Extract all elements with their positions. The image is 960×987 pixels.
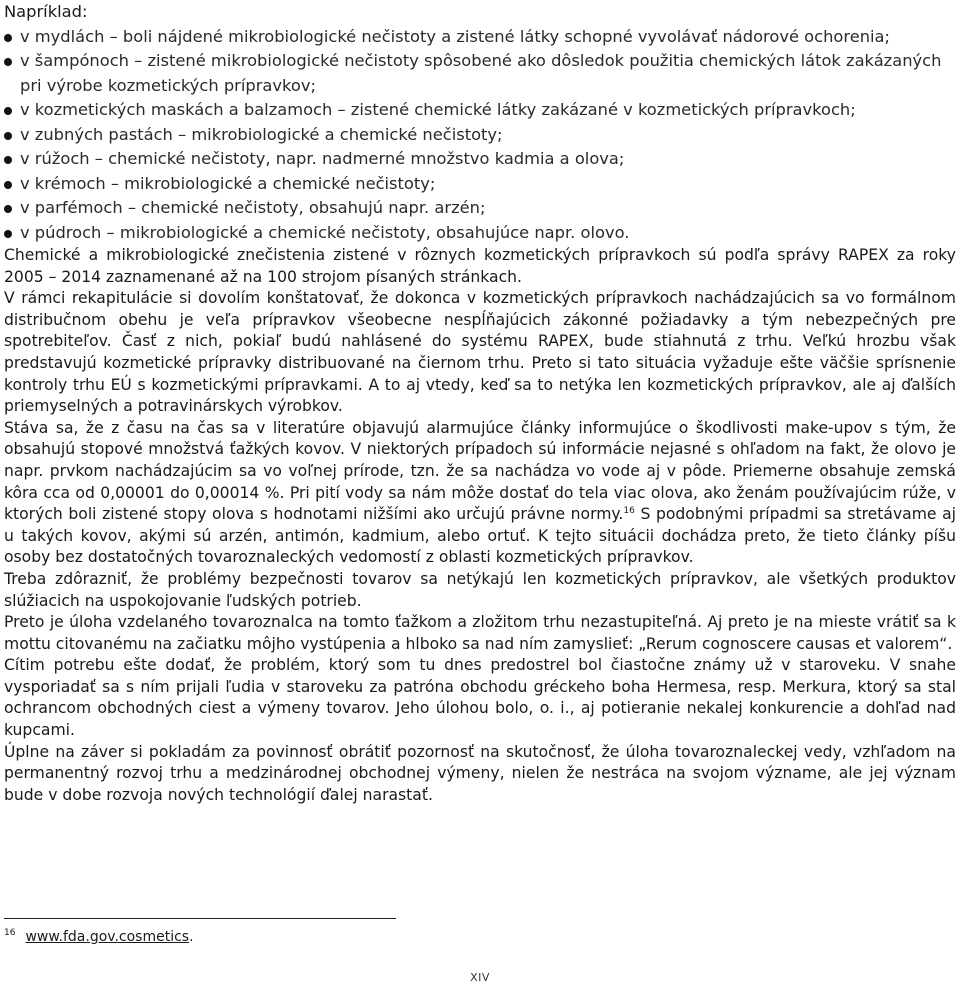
footnote-marker: 16 [4, 928, 16, 939]
document-page [4, 0, 956, 806]
paragraph-recap: V rámci rekapitulácie si dovolím konštatovať, že dokonca v kozmetických prípravkoch nachádzajúcich sa vo formálnom distribučnom obehu je veľa prípravkov všeobecne nespĺňajúcich zákonné požiadavky a tým nebezpečných pre spotrebiteľov. Časť z nich, pokiaľ budú nahlásené do systému RAPEX, bude stiahnutá z trhu. Veľkú hrozbu však predstavujú kozmetické prípravky distribuované na čiernom trhu. Preto si tato situácia vyžaduje ešte väčšie sprísnenie kontroly trhu EÚ s kozmetickými prípravkami. A to aj vtedy, keď sa to netýka len kozmetických prípravkov, ale aj ďalších priemyselných a potravinárskych výrobkov. [4, 289, 956, 416]
bullet-icon [4, 132, 12, 140]
bullet-icon [4, 181, 12, 189]
bullet-list [4, 25, 956, 246]
list-item: v púdroch – mikrobiologické a chemické nečistoty, obsahujúce napr. olovo. [4, 221, 956, 246]
list-item: v rúžoch – chemické nečistoty, napr. nadmerné množstvo kadmia a olova; [4, 147, 956, 172]
paragraph-antiquity: Cítim potrebu ešte dodať, že problém, ktorý som tu dnes predostrel bol čiastočne známy už v staroveku. V snahe vysporiadať sa s ním prijali ľudia v staroveku za patróna obchodu gréckeho boha Hermesa, resp. Merkura, ktorý sa stal ochrancom obchodných ciest a výmeny tovarov. Jeho úlohou bolo, o. i., aj potieranie nekalej konkurencie a dohľad nad kupcami. [4, 656, 956, 740]
intro-label: Napríklad: [4, 2, 88, 21]
page-number: XIV [470, 971, 490, 984]
footnote-reference[interactable]: 16 [623, 505, 635, 516]
footnote-divider [4, 918, 396, 919]
paragraph-safety: Treba zdôrazniť, že problémy bezpečnosti tovarov sa netýkajú len kozmetických prípravkov, ale všetkých produktov slúžiacich na uspokojovanie ľudských potrieb. [4, 569, 956, 610]
bullet-icon [4, 58, 12, 66]
paragraph-rapex: Chemické a mikrobiologické znečistenia zistené v rôznych kozmetických prípravkoch sú podľa správy RAPEX za roky 2005 – 2014 zaznamenané až na 100 strojom písaných stránkach. [4, 246, 956, 286]
list-item: v šampónoch – zistené mikrobiologické nečistoty spôsobené ako dôsledok použitia chemických látok zakázaných pri výrobe kozmetických prípravkov; [4, 49, 956, 98]
list-item: v parfémoch – chemické nečistoty, obsahujú napr. arzén; [4, 196, 956, 221]
bullet-icon [4, 205, 12, 213]
bullet-icon [4, 34, 12, 42]
list-item: v krémoch – mikrobiologické a chemické nečistoty; [4, 172, 956, 197]
list-item: v kozmetických maskách a balzamoch – zistené chemické látky zakázané v kozmetických prípravkoch; [4, 98, 956, 123]
paragraph-motto: Preto je úloha vzdelaného tovaroznalca na tomto ťažkom a zložitom trhu nezastupiteľná. Aj preto je na mieste vrátiť sa k mottu citovanému na začiatku môjho vystúpenia a hlboko sa nad ním zamyslieť: „Rerum cognoscere causas et valorem“. [4, 613, 956, 653]
list-item: v mydlách – boli nájdené mikrobiologické nečistoty a zistené látky schopné vyvolávať nádorové ochorenia; [4, 25, 956, 50]
bullet-icon [4, 230, 12, 238]
bullet-icon [4, 156, 12, 164]
footnote: $^{16}$ www.fda.gov.cosmetics. [4, 928, 194, 945]
bullet-icon [4, 107, 12, 115]
list-item: v zubných pastách – mikrobiologické a chemické nečistoty; [4, 123, 956, 148]
paragraph-conclusion: Úplne na záver si pokladám za povinnosť obrátiť pozornosť na skutočnosť, že úloha tovaroznaleckej vedy, vzhľadom na permanentný rozvoj trhu a medzinárodnej obchodnej výmeny, nielen že nestráca na svojom význame, ale jej význam bude v dobe rozvoja nových technológií ďalej narastať. [4, 742, 956, 804]
footnote-link[interactable]: www.fda.gov.cosmetics [25, 929, 190, 945]
paragraph-heavy-metals: Stáva sa, že z času na čas sa v literatúre objavujú alarmujúce články informujúce o škodlivosti make-upov s tým, že obsahujú stopové množstvá ťažkých kovov. V niektorých prípadoch sú informácie nejasné s ohľadom na fakt, že olovo je napr. prvkom nachádzajúcim sa vo voľnej prírode, tzn. že sa nachádza vo vode aj v pôde. Priemerne obsahuje zemská kôra cca od 0,00001 do 0,00014 %. Pri pití vody sa nám môže dostať do tela viac olova, ako ženám používajúcim rúže, v ktorých boli zistené stopy olova s hodnotami nižšími ako určujú právne normy.$^{16}$ S podobnými prípadmi sa stretávame aj u takých kovov, akými sú arzén, antimón, kadmium, alebo ortuť. K tejto situácii dochádza preto, že tieto články píšu osoby bez dostatočných tovaroznaleckých vedomostí z oblasti kozmetických prípravkov. [4, 418, 956, 567]
